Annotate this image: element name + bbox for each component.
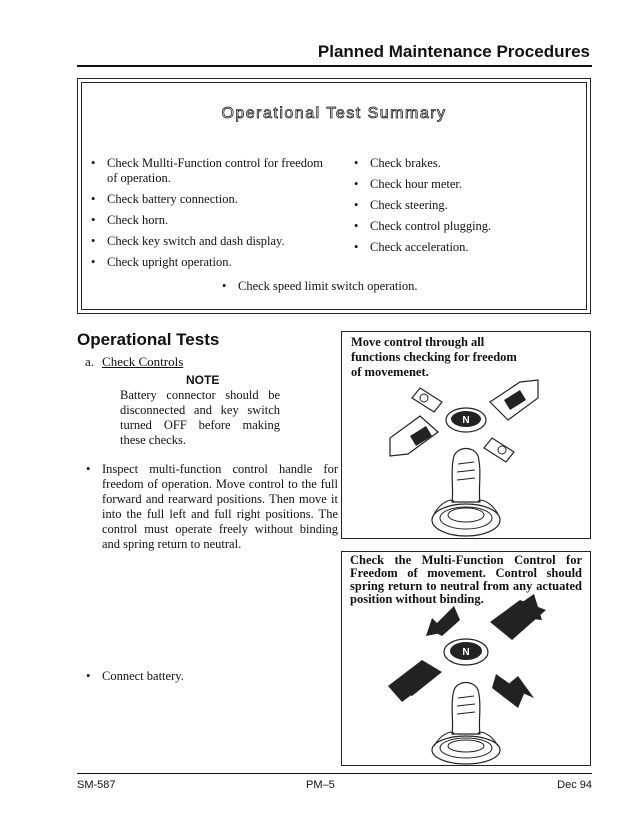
summary-item: • Check battery connection. (91, 192, 331, 207)
summary-item: • Check Mullti-Function control for freedom of operation. (91, 156, 331, 186)
figure-caption: Move control through all functions checking for freedom of movemenet. (351, 335, 517, 379)
figure-multi-function-control (341, 551, 591, 766)
summary-item: • Check brakes. (354, 156, 554, 171)
section-heading: Operational Tests (77, 330, 220, 349)
neutral-knob-icon (446, 408, 486, 432)
summary-item: • Check hour meter. (354, 177, 554, 192)
summary-item: • Check speed limit switch operation. (222, 279, 417, 294)
step-letter: a. (85, 354, 95, 369)
summary-item: • Check key switch and dash display. (91, 234, 331, 249)
summary-left-list (91, 156, 331, 276)
summary-title: Operational Test Summary (221, 105, 447, 122)
operational-test-summary-box (77, 78, 591, 314)
note-heading: NOTE (186, 373, 220, 387)
header-rule (77, 65, 592, 67)
control-diagram-illustration (342, 374, 590, 538)
summary-item: • Check upright operation. (91, 255, 331, 270)
footer-date: Dec 94 (557, 779, 592, 791)
summary-item: • Check control plugging. (354, 219, 554, 234)
summary-right-list (354, 156, 554, 261)
footer-doc-number: SM-587 (77, 779, 116, 791)
figure-caption: Check the Multi-Function Control for Freedom of movement. Control should spring return to neutral from any actuated position without binding. (350, 553, 582, 606)
arrow-up-left-icon (426, 606, 460, 636)
bullet-inspect-control: • Inspect multi-function control handle for freedom of operation. Move control to the full forward and rearward positions. Then move it into the full left and full right positions. The control must operate freely without binding and spring return to neutral. (86, 462, 338, 552)
summary-inner-frame (81, 82, 587, 310)
summary-item: • Check acceleration. (354, 240, 554, 255)
arrow-down-left-icon (388, 660, 442, 702)
figure-control-movement (341, 331, 591, 539)
note-body: Battery connector should be disconnected and key switch turned OFF before making these checks. (120, 388, 280, 447)
arrow-down-right-icon (492, 674, 534, 708)
step-heading (85, 354, 183, 370)
neutral-label: N (462, 647, 470, 658)
summary-center-list (222, 279, 417, 294)
neutral-label: N (462, 415, 470, 426)
arrow-reverse-left-icon (390, 416, 438, 456)
footer-rule (77, 773, 592, 774)
summary-item: • Check horn. (91, 213, 331, 228)
control-handle-icon (432, 683, 500, 765)
step-label: Check Controls (102, 354, 184, 369)
arrow-left-icon (412, 388, 442, 412)
neutral-knob-icon (444, 639, 488, 665)
page-header-title: Planned Maintenance Procedures (317, 42, 590, 61)
arrow-right-icon (484, 438, 514, 462)
bullet-connect-battery: • Connect battery. (86, 669, 338, 684)
summary-item: • Check steering. (354, 198, 554, 213)
control-diagram-illustration (342, 590, 590, 766)
arrow-up-right-icon (490, 594, 546, 640)
control-handle-icon (432, 449, 500, 537)
arrow-forward-right-icon (490, 380, 538, 420)
footer-page-number: PM–5 (306, 779, 335, 791)
